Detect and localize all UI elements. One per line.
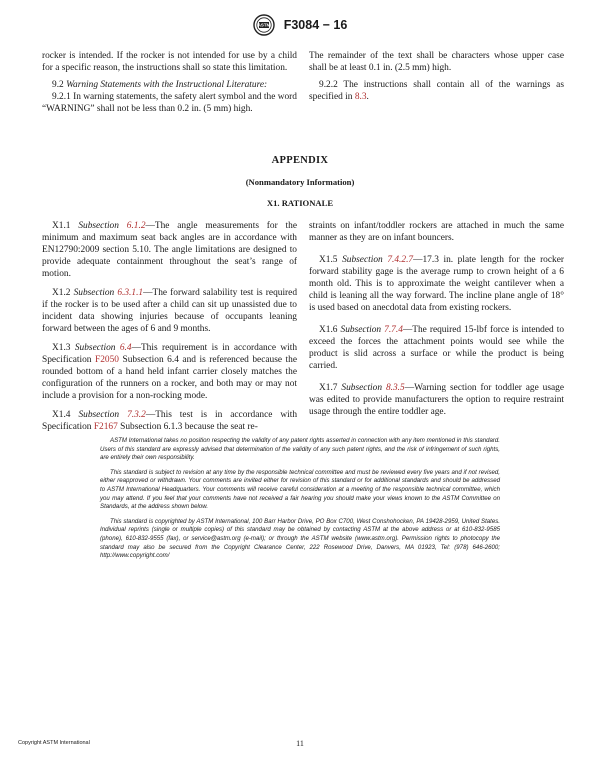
reference-link[interactable]: 7.7.4 <box>384 325 403 335</box>
rationale-x1-3: X1.3 Subsection 6.4—This requirement is in accordance with Specification F2050 Subsection 6.4 and is referenced because the rounded bottom of a hand held infant carrier closely matches the configuration of the runners on a rocker, and both may or may not include a provision for a non-rocking mode. <box>42 343 298 401</box>
footer-copyright: Copyright ASTM International <box>18 740 90 746</box>
page-number: 11 <box>296 739 304 748</box>
page-header <box>0 14 600 36</box>
notice-copyright: This standard is copyrighted by ASTM International, 100 Barr Harbor Drive, PO Box C700, West Conshohocken, PA 19428-2959, United States. Individual reprints (single or multiple copies) of this standard may be obtained by contacting ASTM at the above address or at 610-832-9585 (phone), 610-832-9555 (fax), or service@astm.org (e-mail); or through the ASTM website (www.astm.org). Permission rights to photocopy the standard may also be secured from the Copyright Clearance Center, 222 Rosewood Drive, Danvers, MA 01923, Tel: (978) 646-2600; http://www.copyright.com/ <box>100 517 500 560</box>
spec-reference-link[interactable]: F2050 <box>95 355 119 365</box>
reference-link[interactable]: 7.3.2 <box>127 410 146 420</box>
reference-link[interactable]: 6.3.1.1 <box>117 288 144 298</box>
section-heading: X1. RATIONALE <box>266 198 334 208</box>
appendix-subtitle: (Nonmandatory Information) <box>245 177 355 187</box>
reference-link[interactable]: 6.4 <box>119 343 132 353</box>
rationale-x1-7: X1.7 Subsection 8.3.5—Warning section for toddler age usage was edited to provide manufacturers the option to require restraint usage through the entire toddler age. <box>309 383 565 417</box>
rationale-left-column <box>42 220 297 433</box>
top-left-column <box>42 50 297 115</box>
notice-revision: This standard is subject to revision at any time by the responsible technical committee and must be reviewed every five years and if not revised, either reapproved or withdrawn. Your comments are invited either for revision of this standard or for additional standards and should be addressed to ASTM International Headquarters. Your comments will receive careful consideration at a meeting of the responsible technical committee, which you may attend. If you feel that your comments have not received a fair hearing you should make your views known to the ASTM Committee on Standards, at the address shown below. <box>100 468 500 511</box>
rationale-x1-2: X1.2 Subsection 6.3.1.1—The forward salability test is required if the rocker is to be used after a child can sit up unassisted due to incident data showing injuries because of occupants leaning forward between the ages of 6 and 9 months. <box>42 288 298 334</box>
paragraph-rocker-intended: rocker is intended. If the rocker is not intended for use by a child for a specific reason, the instructions shall so state this limitation. <box>42 51 297 73</box>
paragraph-remainder-text: The remainder of the text shall be characters whose upper case shall be at least 0.1 in. (2.5 mm) high. <box>309 51 564 73</box>
document-id: F3084 − 16 <box>283 18 348 32</box>
reference-link[interactable]: 7.4.2.7 <box>387 255 414 265</box>
reference-link[interactable]: 8.3 <box>354 92 367 102</box>
rationale-x1-6: X1.6 Subsection 7.7.4—The required 15-lbf force is intended to exceed the forces the attachment points would see while the product is slid across a surface or while the product is being carried. <box>309 325 565 371</box>
section-9-2-2: 9.2.2 The instructions shall contain all of the warnings as specified in 8.3. <box>309 80 564 102</box>
astm-logo-icon <box>253 14 275 36</box>
astm-notice <box>100 437 500 561</box>
rationale-right-column <box>309 220 564 418</box>
svg-text:ASTM: ASTM <box>257 22 270 28</box>
reference-link[interactable]: 6.1.2 <box>126 221 146 231</box>
top-right-column <box>309 50 564 103</box>
rationale-x1-1: X1.1 Subsection 6.1.2—The angle measurements for the minimum and maximum seat back angles are in accordance with EN12790:2009 section 5.10. The angle limitations are designed to provide adequate containment throughout the seat’s range of motion. <box>42 221 298 279</box>
rationale-x1-5: X1.5 Subsection 7.4.2.7—17.3 in. plate length for the rocker forward stability gage is the average rump to crown height of a 6 month old. This is to approximate the weight cantilever when a child is leaning all the way forward. The incline plane angle of 18° is used based on anecdotal data from existing rockers. <box>309 255 565 313</box>
rationale-x1-4: X1.4 Subsection 7.3.2—This test is in accordance with Specification F2167 Subsection 6.1.3 because the seat re- <box>42 410 298 432</box>
rationale-x1-4-continued: straints on infant/toddler rockers are attached in much the same manner as they are on infant bouncers. <box>309 221 564 243</box>
reference-link[interactable]: 8.3.5 <box>385 383 405 393</box>
notice-patent-rights: ASTM International takes no position respecting the validity of any patent rights asserted in connection with any item mentioned in this standard. Users of this standard are expressly advised that determination of the validity of any such patent rights, and the risk of infringement of such rights, are entirely their own responsibility. <box>100 437 500 462</box>
section-9-2-1: 9.2.1 In warning statements, the safety alert symbol and the word “WARNING” shall not be less than 0.2 in. (5 mm) high. <box>42 92 297 114</box>
appendix-title: APPENDIX <box>271 155 329 166</box>
spec-reference-link[interactable]: F2167 <box>93 422 118 432</box>
section-9-2-heading: 9.2 Warning Statements with the Instructional Literature: <box>52 80 268 90</box>
